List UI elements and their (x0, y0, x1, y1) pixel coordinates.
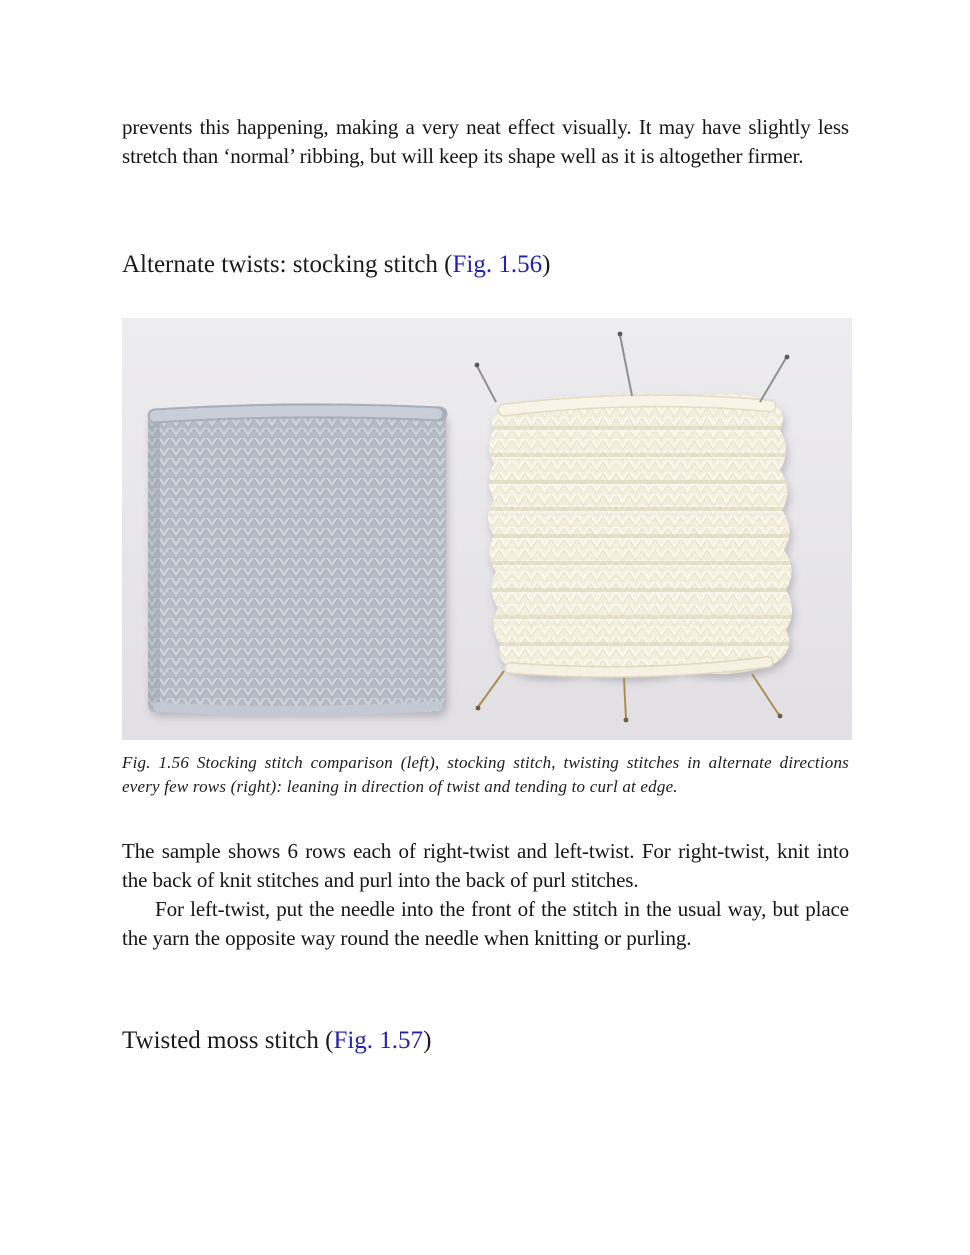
heading-text-before: Alternate twists: stocking stitch ( (122, 251, 453, 278)
body-paragraph-right-twist: The sample shows 6 rows each of right-twist and left-twist. For right-twist, knit into the back of knit stitches and purl into the back of purl stitches. (122, 839, 849, 892)
caption-line: every few rows (right): leaning in direction of twist and tending to curl at edge. (122, 776, 678, 796)
fig-1-57-link[interactable]: Fig. 1.57 (333, 1027, 424, 1054)
figure-photo-fig-1-56 (122, 318, 852, 740)
body-paragraph-left-twist: For left-twist, put the needle into the front of the stitch in the usual way, but place the yarn the opposite way round the needle when knitting or purling. (122, 897, 849, 950)
heading-text-after: ) (542, 251, 551, 278)
fig-1-56-link[interactable]: Fig. 1.56 (452, 251, 543, 278)
caption-line: Fig. 1.56 Stocking stitch comparison (left), stocking stitch, twisting stitches in alternate directions (122, 753, 849, 772)
swatch-left-stocking-stitch (148, 410, 446, 712)
swatch-right-alternate-twist (488, 392, 792, 676)
intro-paragraph: prevents this happening, making a very neat effect visually. It may have slightly less stretch than ‘normal’ ribbing, but will keep its shape well as it is altogether firmer. (122, 115, 849, 168)
heading-text-after: ) (423, 1027, 432, 1054)
figure-caption (122, 751, 849, 798)
section-heading-twisted-moss (122, 1026, 849, 1056)
body-text-block (122, 837, 849, 953)
heading-text-before: Twisted moss stitch ( (122, 1027, 334, 1054)
knitted-swatches-photo (122, 318, 852, 740)
section-heading-alternate-twists (122, 250, 849, 280)
